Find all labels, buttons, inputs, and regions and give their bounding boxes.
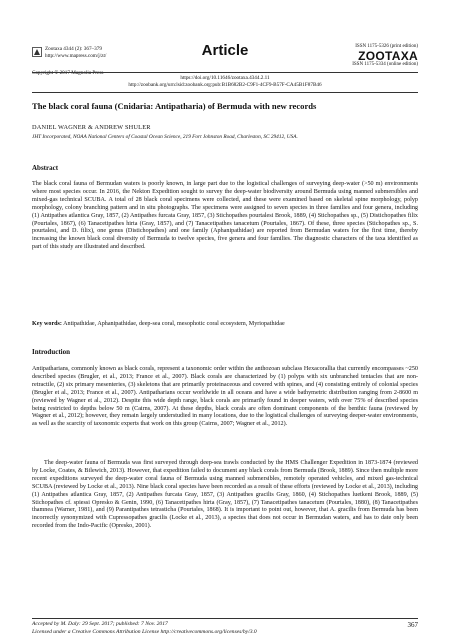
header-divider <box>32 72 418 73</box>
journal-volume: Zootaxa 4344 (2): 367–379 <box>45 46 102 52</box>
affiliation: JHT Incorporated, NOAA National Centers of Coastal Ocean Science, 219 Fort Johnston Road, Charleston, SC 29412, USA. <box>32 134 298 140</box>
copyright-notice: Copyright © 2017 Magnolia Press <box>32 70 104 76</box>
issn-print: ISSN 1175-5326 (print edition) <box>355 44 418 49</box>
keywords <box>32 321 418 327</box>
footer-divider <box>32 618 418 619</box>
journal-url[interactable]: http://www.mapress.com/j/zt/ <box>45 52 107 59</box>
issn-block <box>308 44 418 68</box>
issn-online: ISSN 1175-5334 (online edition) <box>352 62 418 67</box>
abstract-text: The black coral fauna of Bermudan waters is poorly known, in large part due to the logistical challenges of surveying deep-water (>50 m) environments where most species occur. In 2016, the Nekton Expedition sought to survey the deep-water biodiversity around Bermuda using manned submersibles and mixed-gas technical SCUBA. A total of 28 black coral specimens were collected, and these were examined based on skeletal spine morphology, polyp morphology, colony branching pattern and in situ photographs. The specimens were assigned to seven species in three families and four genera, including (1) Antipathes atlantica Gray, 1857, (2) Antipathes furcata Gray, 1857, (3) Stichopathes pourtalesi Brook, 1889, (4) Stichopathes sp., (5) Distichopathes filix (Pourtales, 1867), (6) Tanacetipathes hirta (Gray, 1857), and (7) Tanacetipathes tanacetum (Pourtales, 1867). Of these, three species (Stichopathes sp., S. pourtalesi, and D. filix), one genus (Distichopathes) and one family (Aphanipathidae) are reported from Bermudan waters for the first time, thereby increasing the known black coral diversity of Bermuda to twelve species, five genera and four families. The diagnostic characters of the taxa identified as part of this study are illustrated and described. <box>32 181 418 251</box>
zootaxa-brand: ZOOTAXA <box>358 49 418 63</box>
introduction-heading: Introduction <box>32 348 70 356</box>
keywords-label: Key words: <box>32 321 62 327</box>
magnolia-press-logo-icon <box>32 47 42 57</box>
lsid-link[interactable]: http://zoobank.org/urn:lsid:zoobank.org:pub:B1B682B2-C9F1-4CF9-B57F-CA45B1F87B46 <box>128 82 322 88</box>
article-label: Article <box>201 42 249 59</box>
intro-paragraph-1: Antipatharians, commonly known as black corals, represent a taxonomic order within the anthozoan subclass Hexacorallia that currently encompasses ~250 described species (Brugler, et al., 2013; France et al., 2007). Black corals are characterized by (1) polyps with six unbranched tentacles that are non-retractile, (2) six primary mesenteries, (3) skeletons that are primarily proteinaceous and covered with spines, and (4) consisting entirely of colonial species (Brugler et al., 2013; France et al., 2007). Antipatharians occur worldwide in all oceans and have a wide bathymetric distribution ranging from 2-8600 m (reviewed by Wagner et al., 2012). Despite this wide depth range, black corals are primarily found in deeper waters, with over 75% of described species being restricted to depths below 50 m (Cairns, 2007). At these depths, black corals are often dominant components of the benthic fauna (reviewed by Wagner et al., 2012); however, they remain largely understudied in many locations, due to the logistical challenges of surveying deeper-water environments, as well as the scarcity of taxonomic experts that work on this group (Cairns, 2007; Wagner et al., 2012). <box>32 366 418 428</box>
authors: DANIEL WAGNER & ANDREW SHULER <box>32 124 151 131</box>
header-divider-2 <box>32 92 418 93</box>
intro-paragraph-2: The deep-water fauna of Bermuda was first surveyed through deep-sea trawls conducted by the HMS Challenger Expedition in 1873-1874 (reviewed by Locke, Coates, & Bilewich, 2013). However, that expedition failed to document any black corals from Bermuda (Brook, 1889). Since then multiple more recent expeditions surveyed the deep-water coral fauna of Bermuda using manned submersibles, remotely operated vehicles, and mixed gas-technical SCUBA (reviewed by Locke et al., 2013). Nine black coral species have been recorded as a result of these efforts (reviewed by Locke et al., 2013), including (1) Antipathes atlantica Gray, 1857, (2) Antipathes furcata Gray, 1857, (3) Antipathes gracilis Gray, 1860, (4) Stichopathes luetkeni Brook, 1889, (5) Stichopathes cf. spiessi Opresko & Genin, 1990, (6) Tanacetipathes hirta (Gray, 1857), (7) Tanacetipathes tanacetum (Pourtales, 1880), (8) Tanacetipathes thamnea (Warner, 1981), and (9) Parantipathes tetrasticha (Pourtales, 1868). It is important to point out, however, that A. gracilis from Bermuda has been incorrectly synonymized with Cupressopathes gracilis (Locke et al., 2013), a species that does not occur in Bermudan waters, and has to date only been recorded from the Indo-Pacific (Opresko, 2001). <box>32 460 418 530</box>
keywords-text: Antipathidae, Aphanipathidae, deep-sea coral, mesophotic coral ecosystem, Myriopathidae <box>63 321 285 327</box>
license-line[interactable]: Licensed under a Creative Commons Attribution License http://creativecommons.org/licenses/by/3.0 <box>32 629 257 635</box>
doi-link[interactable]: https://doi.org/10.11646/zootaxa.4344.2.11 <box>180 75 270 81</box>
page-number: 367 <box>407 621 418 629</box>
article-title: The black coral fauna (Cnidaria: Antipatharia) of Bermuda with new records <box>32 101 317 111</box>
abstract-heading: Abstract <box>32 164 59 172</box>
accepted-line: Accepted by M. Daly: 29 Sept. 2017; published: 7 Nov. 2017 <box>32 621 168 627</box>
